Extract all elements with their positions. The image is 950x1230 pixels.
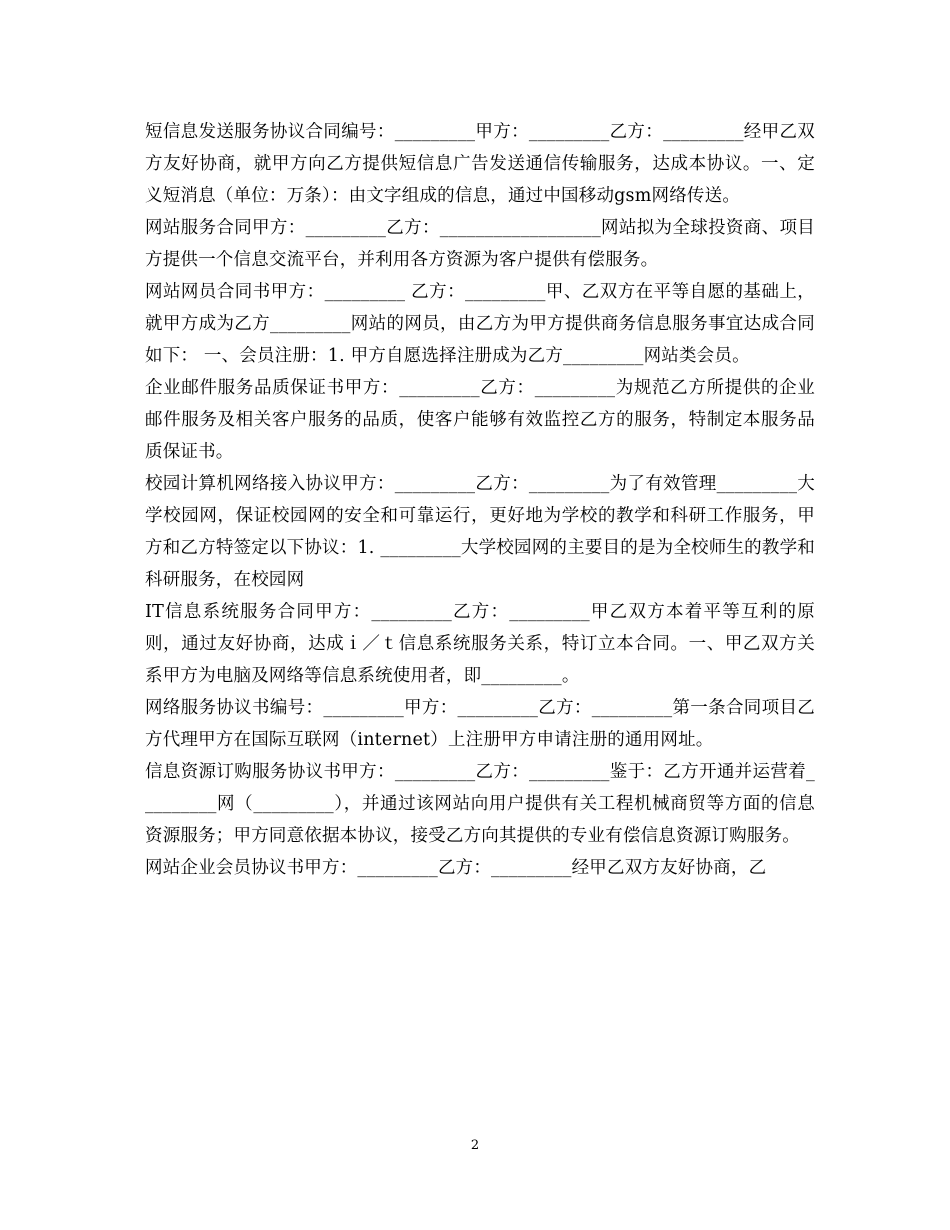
paragraph-sms-service-agreement: 短信息发送服务协议合同编号：_________甲方：_________乙方：_________经甲乙双方友好协商，就甲方向乙方提供短信息广告发送通信传输服务，达成本协议。一、定义短消息（单位：万条）：由文字组成的信息，通过中国移动gsm网络传送。 [145,122,815,206]
paragraph-website-member-contract: 网站网员合同书甲方：_________ 乙方：_________甲、乙双方在平等自愿的基础上，就甲方成为乙方_________网站的网员，由乙方为甲方提供商务信息服务事宜达成合同如下： 一、会员注册：1. 甲方自愿选择注册成为乙方_________网站类会员。 [145,282,815,366]
paragraph-website-service-contract: 网站服务合同甲方：_________乙方：__________________网站拟为全球投资商、项目方提供一个信息交流平台，并利用各方资源为客户提供有偿服务。 [145,218,815,270]
page-number: 2 [470,1138,480,1153]
paragraph-enterprise-member-agreement: 网站企业会员协议书甲方：_________乙方：_________经甲乙双方友好协商，乙 [145,858,767,878]
paragraph-info-resource-subscription: 信息资源订购服务协议书甲方：_________乙方：_________鉴于：乙方开通并运营着_________网（_________），并通过该网站向用户提供有关工程机械商贸等方面的信息资源服务；甲方同意依据本协议，接受乙方向其提供的专业有偿信息资源订购服务。 [145,762,815,846]
paragraph-network-service-agreement: 网络服务协议书编号：_________甲方：_________乙方：_________第一条合同项目乙方代理甲方在国际互联网（internet）上注册甲方申请注册的通用网址。 [145,698,815,750]
paragraph-it-service-contract: IT信息系统服务合同甲方：_________乙方：_________甲乙双方本着平等互利的原则，通过友好协商，达成ｉ／ｔ信息系统服务关系，特订立本合同。一、甲乙双方关系甲方为电脑及网络等信息系统使用者，即_________。 [145,602,815,686]
document-body [145,116,815,884]
paragraph-email-quality-guarantee: 企业邮件服务品质保证书甲方：_________乙方：_________为规范乙方所提供的企业邮件服务及相关客户服务的品质，使客户能够有效监控乙方的服务，特制定本服务品质保证书。 [145,378,815,462]
paragraph-campus-network-agreement: 校园计算机网络接入协议甲方：_________乙方：_________为了有效管理_________大学校园网，保证校园网的安全和可靠运行，更好地为学校的教学和科研工作服务，甲方和乙方特签定以下协议：1. _________大学校园网的主要目的是为全校师生的教学和科研服务，在校园网 [145,474,815,590]
